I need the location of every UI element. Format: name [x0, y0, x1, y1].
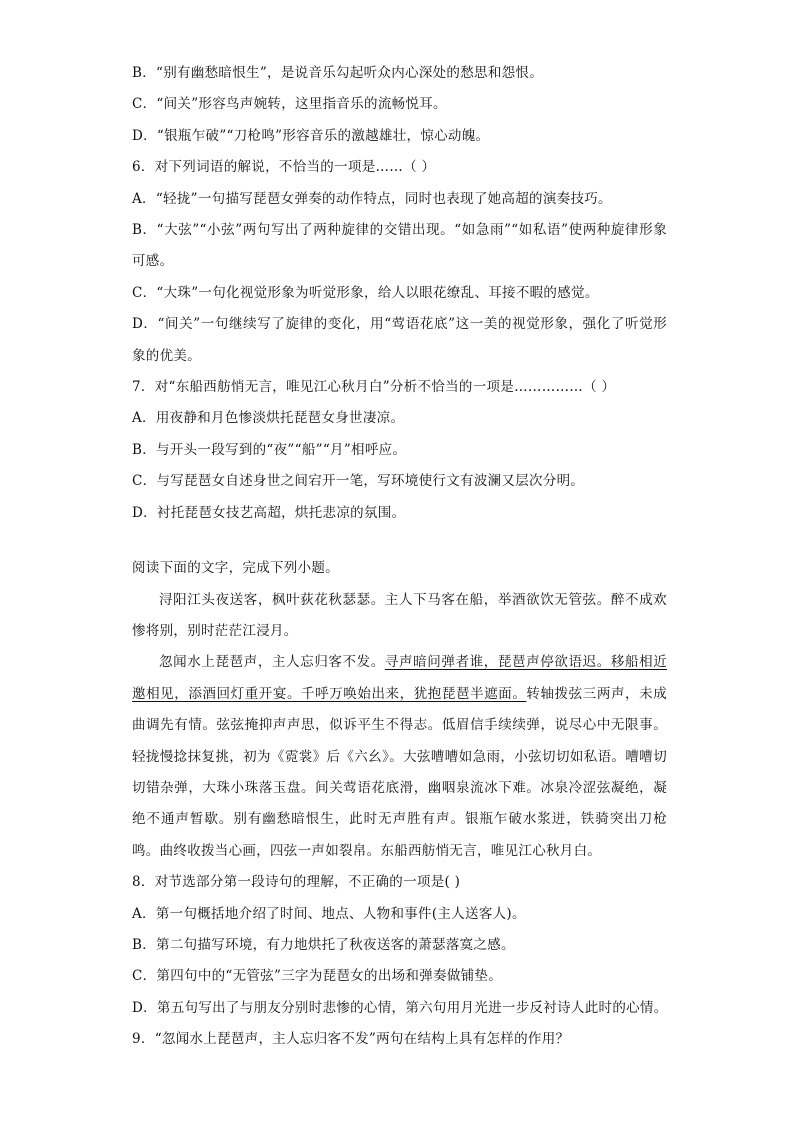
- q7-option-d: D．衬托琵琶女技艺高超，烘托悲凉的氛围。: [132, 504, 406, 521]
- passage-p2-start: 忽闻水上琵琶声，主人忘归客不发。: [159, 654, 385, 671]
- q6-option-c: C．“大珠”一句化视觉形象为听觉形象，给人以眼花缭乱、耳接不暇的感觉。: [132, 284, 599, 301]
- q8-stem: 8．对节选部分第一段诗句的理解，不正确的一项是( ): [132, 874, 461, 891]
- q7-option-b: B．与开头一段写到的“夜”“船”“月”相呼应。: [132, 441, 407, 458]
- reading-instruction: 阅读下面的文字，完成下列小题。: [132, 560, 339, 577]
- q6-option-d: D．“间关”一句继续写了旋律的变化，用“莺语花底”这一美的视觉形象，强化了听觉形象的优美。: [132, 316, 667, 364]
- q8-option-a: A．第一句概括地介绍了时间、地点、人物和事件(主人送客人)。: [132, 905, 526, 922]
- q5-option-d: D．“银瓶乍破”“刀枪鸣”形容音乐的激越雄壮，惊心动魄。: [132, 127, 490, 144]
- passage-paragraph-1: 浔阳江头夜送客，枫叶荻花秋瑟瑟。主人下马客在船，举酒欲饮无管弦。醉不成欢惨将别，别时茫茫江浸月。: [132, 591, 667, 639]
- q5-option-b: B．“别有幽愁暗恨生”，是说音乐勾起听众内心深处的愁思和怨恨。: [132, 65, 544, 81]
- q6-option-b: B．“大弦”“小弦”两句写出了两种旋律的交错出现。“如急雨”“如私语”使两种旋律形象可感。: [132, 222, 667, 270]
- q8-option-d: D．第五句写出了与朋友分别时悲惨的心情，第六句用月光进一步反衬诗人此时的心情。: [132, 999, 668, 1016]
- passage-p2-underlined: 寻声暗问弹者谁，琵琶声停欲语迟。移船相近邀相见，添酒回灯重开宴。千呼万唤始出来，犹抱琵琶半遮面。: [132, 654, 667, 702]
- passage-paragraph-2: [132, 647, 667, 867]
- q7-option-a: A．用夜静和月色惨淡烘托琵琶女身世凄凉。: [132, 410, 405, 427]
- q6-option-a: A．“轻拢”一句描写琵琶女弹奏的动作特点，同时也表现了她高超的演奏技巧。: [132, 190, 612, 207]
- reading-passage: [132, 585, 667, 868]
- section-gap: [132, 529, 667, 553]
- q7-stem: 7．对“东船西舫悄无言，唯见江心秋月白”分析不恰当的一项是……………（ ）: [132, 379, 616, 396]
- q9-stem: 9．“忽闻水上琵琶声，主人忘归客不发”两句在结构上具有怎样的作用？: [132, 1031, 570, 1048]
- document-content: [132, 58, 667, 1056]
- q8-option-b: B．第二句描写环境，有力地烘托了秋夜送客的萧瑟落寞之感。: [132, 936, 515, 953]
- q6-stem: 6．对下列词语的解说，不恰当的一项是……（ ）: [132, 159, 436, 176]
- q8-option-c: C．第四句中的“无管弦”三字为琵琶女的出场和弹奏做铺垫。: [132, 968, 503, 985]
- passage-p2-rest: 转轴拨弦三两声，未成曲调先有情。弦弦掩抑声声思，似诉平生不得志。低眉信手续续弹，说尽心中无限事。轻拢慢捻抹复挑，初为《霓裳》后《六幺》。大弦嘈嘈如急雨，小弦切切如私语。嘈嘈切切错杂弹，大珠小珠落玉盘。间关莺语花底滑，幽咽泉流冰下难。冰泉冷涩弦凝绝，凝绝不通声暂歇。别有幽愁暗恨生，此时无声胜有声。银瓶乍破水浆迸，铁骑突出刀枪鸣。曲终收拨当心画，四弦一声如裂帛。东船西舫悄无言，唯见江心秋月白。: [132, 685, 667, 859]
- q7-option-c: C．与写琵琶女自述身世之间宕开一笔，写环境使行文有波澜又层次分明。: [132, 473, 585, 490]
- q5-option-c: C．“间关”形容鸟声婉转，这里指音乐的流畅悦耳。: [132, 96, 447, 113]
